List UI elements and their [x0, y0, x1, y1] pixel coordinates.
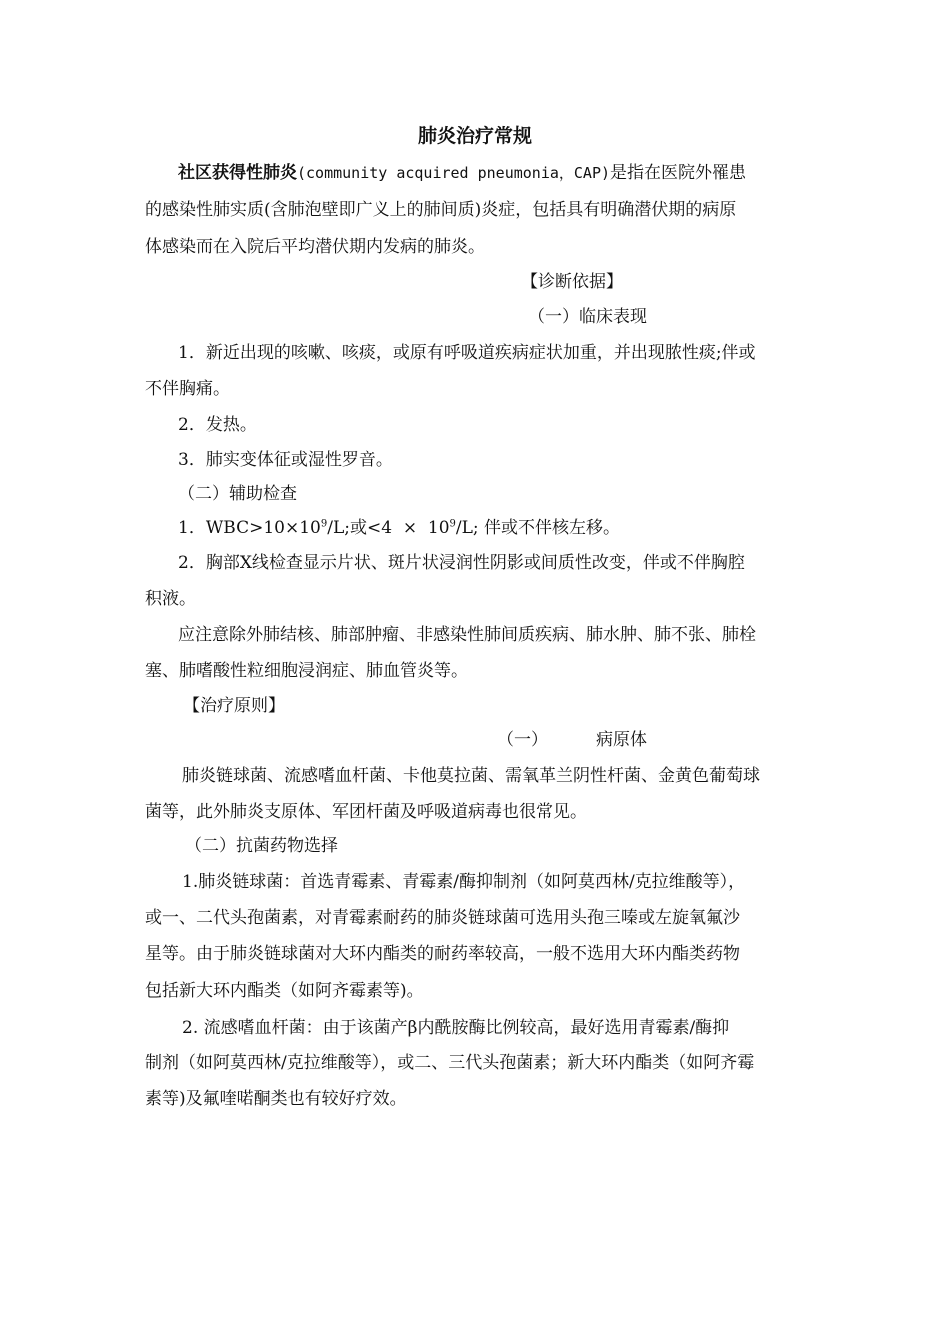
pathogen-label: 病原体	[596, 730, 647, 750]
exponent-1: 9	[320, 518, 328, 530]
intro-english: (community acquired pneumonia，CAP)	[297, 164, 611, 182]
intro-line-1	[178, 162, 746, 184]
diagnosis-heading: 【诊断依据】	[521, 272, 623, 292]
drug-2-line-1: 2. 流感嗜血杆菌：由于该菌产β内酰胺酶比例较高，最好选用青霉素/酶抑	[182, 1018, 730, 1038]
clinical-item-3: 3．肺实变体征或湿性罗音。	[178, 450, 393, 470]
aux-item-2-line-2: 积液。	[145, 589, 196, 609]
drug-heading: （二）抗菌药物选择	[185, 836, 338, 856]
aux-item-1-b: /L;或<4 × 10	[327, 518, 450, 538]
aux-item-1-a: 1．WBC>10×10	[178, 518, 321, 538]
note-line-1: 应注意除外肺结核、肺部肿瘤、非感染性肺间质疾病、肺水肿、肺不张、肺栓	[178, 625, 756, 645]
drug-1-line-2: 或一、二代头孢菌素，对青霉素耐药的肺炎链球菌可选用头孢三嗪或左旋氧氟沙	[145, 908, 740, 928]
intro-line-2: 的感染性肺实质(含肺泡壁即广义上的肺间质)炎症，包括具有明确潜伏期的病原	[145, 200, 737, 220]
intro-line-3: 体感染而在入院后平均潜伏期内发病的肺炎。	[145, 237, 485, 257]
intro-term: 社区获得性肺炎	[178, 163, 297, 183]
clinical-item-1-line-2: 不伴胸痛。	[145, 379, 230, 399]
clinical-heading: （一）临床表现	[528, 307, 647, 327]
pathogen-line-2: 菌等，此外肺炎支原体、军团杆菌及呼吸道病毒也很常见。	[145, 802, 587, 822]
clinical-item-2: 2．发热。	[178, 415, 257, 435]
drug-1-line-4: 包括新大环内酯类（如阿齐霉素等)。	[145, 981, 424, 1001]
page-title: 肺炎治疗常规	[417, 125, 532, 147]
intro-line-1-rest: 是指在医院外罹患	[610, 163, 747, 183]
note-line-2: 塞、肺嗜酸性粒细胞浸润症、肺血管炎等。	[145, 661, 468, 681]
drug-2-line-2: 制剂（如阿莫西林/克拉维酸等），或二、三代头孢菌素；新大环内酯类（如阿齐霉	[145, 1053, 755, 1073]
aux-heading: （二）辅助检查	[178, 484, 297, 504]
exponent-2: 9	[449, 518, 456, 530]
pathogen-line-1: 肺炎链球菌、流感嗜血杆菌、卡他莫拉菌、需氧革兰阴性杆菌、金黄色葡萄球	[182, 766, 760, 786]
drug-1-line-1: 1.肺炎链球菌：首选青霉素、青霉素/酶抑制剂（如阿莫西林/克拉维酸等），	[182, 872, 746, 892]
drug-2-line-3: 素等)及氟喹喏酮类也有较好疗效。	[145, 1089, 407, 1109]
aux-item-2-line-1: 2．胸部X线检查显示片状、斑片状浸润性阴影或间质性改变，伴或不伴胸腔	[178, 553, 745, 573]
clinical-item-1-line-1: 1．新近出现的咳嗽、咳痰，或原有呼吸道疾病症状加重，并出现脓性痰;伴或	[178, 343, 756, 363]
treatment-heading: 【治疗原则】	[183, 696, 285, 716]
drug-1-line-3: 星等。由于肺炎链球菌对大环内酯类的耐药率较高，一般不选用大环内酯类药物	[145, 944, 740, 964]
aux-item-1	[178, 517, 620, 539]
aux-item-1-c: /L; 伴或不伴核左移。	[455, 518, 621, 538]
pathogen-number: （一）	[497, 730, 548, 750]
